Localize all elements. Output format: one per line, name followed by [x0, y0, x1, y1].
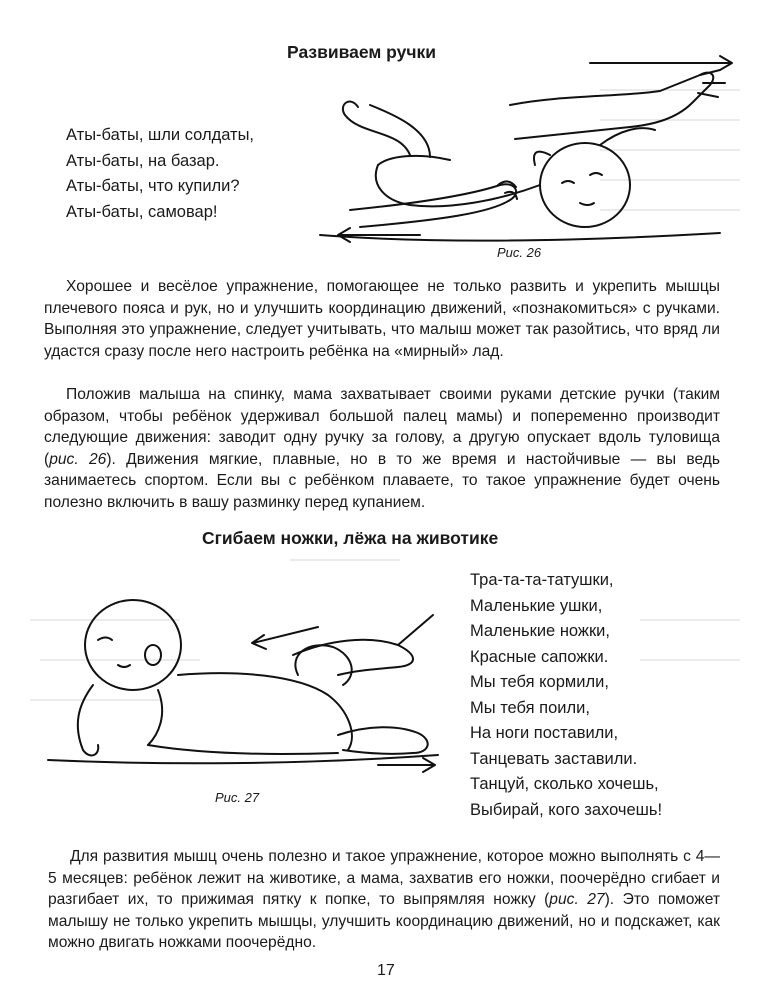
paragraph-text: ). Это поможет малышу не только укрепить мышцы, улучшить координацию движений, но и подскажет, как можно двигать ножками поочерёдно.: [48, 891, 721, 951]
poem-line: Мы тебя кормили,: [470, 673, 609, 691]
poem-line: Маленькие ножки,: [470, 622, 610, 640]
figure-reference: рис. 26: [49, 450, 107, 468]
paragraph-arms-2: [44, 384, 720, 513]
section-title-arms: Развиваем ручки: [287, 42, 437, 62]
figure-reference: рис. 27: [549, 891, 605, 908]
poem-line: Аты-баты, шли солдаты,: [66, 126, 255, 144]
paragraph-text: Положив малыша на спинку, мама захватывает своими руками детские ручки (таким образом, чтобы ребёнок удерживал большой палец мамы) и попеременно производит следующие движения: заводит одну ручку за голову, а другую опускает вдоль туловища (: [44, 386, 720, 468]
section-title-legs: Сгибаем ножки, лёжа на животике: [202, 528, 499, 548]
poem-arms: [66, 123, 254, 225]
poem-line: Красные сапожки.: [470, 647, 609, 666]
poem-line: Тра-та-та-татушки,: [470, 571, 614, 589]
paragraph-legs: [48, 846, 720, 954]
figure-26-caption: Рис. 26: [497, 245, 542, 260]
poem-line: Мы тебя поили,: [470, 698, 590, 717]
figure-27-caption: Рис. 27: [215, 790, 260, 805]
poem-line: Аты-баты, что купили?: [66, 177, 240, 195]
paragraph-arms-1: Хорошее и весёлое упражнение, помогающее не только развить и укрепить мышцы плечевого пояса и рук, но и улучшить координацию движений, «познакомиться» с ручками. Выполняя это упражнение, следует учитывать, что малыш может так разойтись, что вряд ли удастся сразу после него настроить ребёнка на «мирный» лад.: [44, 278, 720, 360]
paragraph-text: Для развития мышц очень полезно и такое упражнение, которое можно выполнять с 4—5 месяцев: ребёнок лежит на животике, а мама, захватив его ножки, поочерёдно сгибает и разгибает их, то прижимая пятку к попке, то выпрямляя ножку (: [48, 848, 720, 908]
poem-line: На ноги поставили,: [470, 724, 619, 742]
poem-line: Танцуй, сколько хочешь,: [470, 775, 659, 793]
figure-27-illustration: [38, 585, 448, 785]
figure-26-illustration: [300, 35, 750, 250]
page-number: 17: [377, 962, 395, 979]
poem-line: Аты-баты, на базар.: [66, 151, 220, 170]
poem-legs: [470, 568, 662, 823]
poem-line: Выбирай, кого захочешь!: [470, 800, 663, 819]
poem-line: Аты-баты, самовар!: [66, 202, 218, 221]
poem-line: Маленькие ушки,: [470, 596, 603, 615]
poem-line: Танцевать заставили.: [470, 749, 638, 768]
paragraph-text: ). Движения мягкие, плавные, но в то же время и настойчивые — вы ведь занимаетесь спортом. Если вы с ребёнком плаваете, то такое упражнение будет очень полезно включить в вашу разминку перед купанием.: [44, 450, 721, 511]
